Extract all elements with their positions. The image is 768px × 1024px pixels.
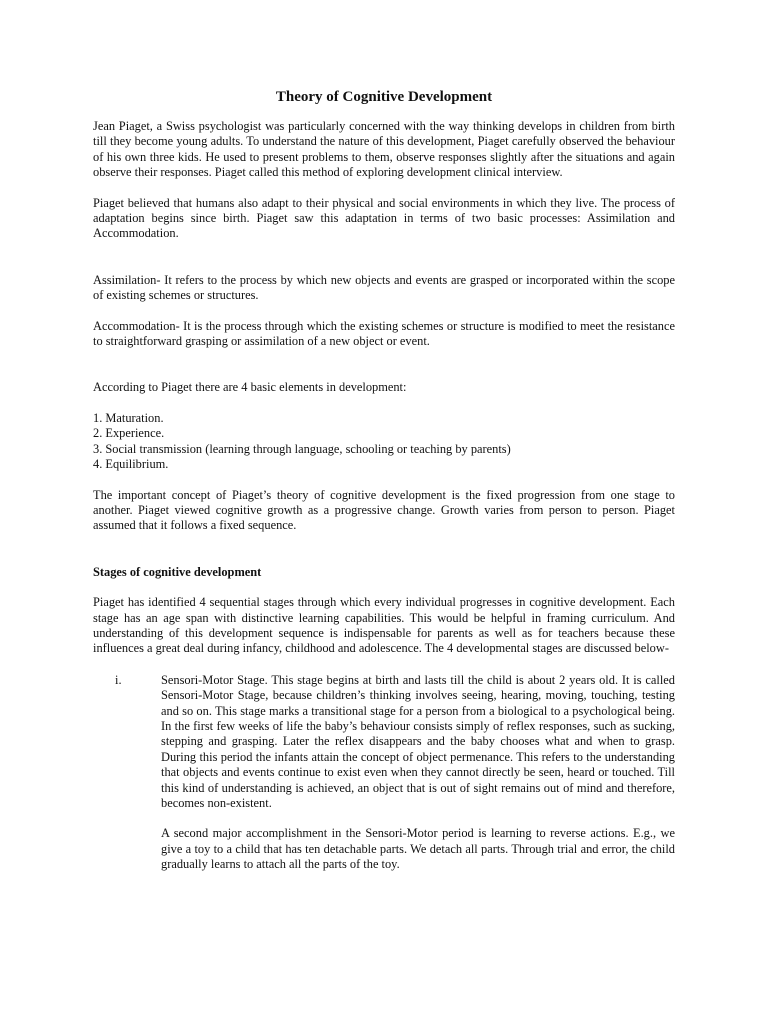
list-item: 4. Equilibrium.: [93, 457, 169, 472]
document-title: Theory of Cognitive Development: [275, 89, 493, 105]
document-page: [93, 88, 675, 873]
stages-heading: Stages of cognitive development: [93, 564, 262, 579]
list-item: 3. Social transmission (learning through language, schooling or teaching by parents): [93, 441, 511, 456]
stages-intro-paragraph: Piaget has identified 4 sequential stages through which every individual progresses in cognitive development. Each stage has an age span with distinctive learning capabilities. This would be helpful in framing curriculum. And understanding of this development sequence is indispensable for parents as well as for teachers because these influences a great deal during infancy, childhood and adolescence. The 4 developmental stages are discussed below-: [93, 595, 675, 656]
adaptation-paragraph: Piaget believed that humans also adapt to their physical and social environments in which they live. The process of adaptation begins since birth. Piaget saw this adaptation in terms of two basic processes: Assimilation and Accommodation.: [93, 195, 675, 241]
list-item: 2. Experience.: [93, 426, 165, 441]
list-item: 1. Maturation.: [93, 410, 164, 425]
stage-text-second: A second major accomplishment in the Sensori-Motor period is learning to reverse actions. E.g., we give a toy to a child that has ten detachable parts. We detach all parts. Through trial and error, the child gradually learns to attach all the parts of the toy.: [161, 826, 675, 872]
accommodation-paragraph: Accommodation- It is the process through which the existing schemes or structure is modified to meet the resistance to straightforward grasping or assimilation of a new object or event.: [93, 318, 675, 349]
elements-intro-paragraph: According to Piaget there are 4 basic elements in development:: [93, 380, 407, 395]
intro-paragraph: Jean Piaget, a Swiss psychologist was particularly concerned with the way thinking develops in children from birth till they become young adults. To understand the nature of this development, Piaget carefully observed the behaviour of his own three kids. He used to present problems to them, observe responses slightly after the situations and again observe their responses. Piaget called this method of exploring development clinical interview.: [93, 119, 675, 180]
stage-text: Sensori-Motor Stage. This stage begins at birth and lasts till the child is about 2 years old. It is called Sensori-Motor Stage, because children’s thinking involves seeing, hearing, moving, touching, testing and so on. This stage marks a transitional stage for a person from a biological to a psychological being. In the first few weeks of life the baby’s behaviour consists simply of reflex responses, such as sucking, stepping and grasping. Later the reflex disappears and the baby chooses what and when to grasp. During this period the infants attain the concept of object permenance. This refers to the understanding that objects and events continue to exist even when they cannot directly be seen, heard or touched. Till this kind of understanding is achieved, an object that is out of sight remains out of mind and therefore, becomes non-existent.: [161, 672, 675, 810]
assimilation-paragraph: Assimilation- It refers to the process by which new objects and events are grasped or incorporated within the scope of existing schemes or structures.: [93, 272, 675, 303]
elements-list: [93, 411, 675, 473]
concept-paragraph: The important concept of Piaget’s theory of cognitive development is the fixed progression from one stage to another. Piaget viewed cognitive growth as a progressive change. Growth varies from person to person. Piaget assumed that it follows a fixed sequence.: [93, 487, 675, 533]
stage-item-sensori-motor: [93, 673, 675, 873]
stage-number: i.: [115, 672, 122, 687]
